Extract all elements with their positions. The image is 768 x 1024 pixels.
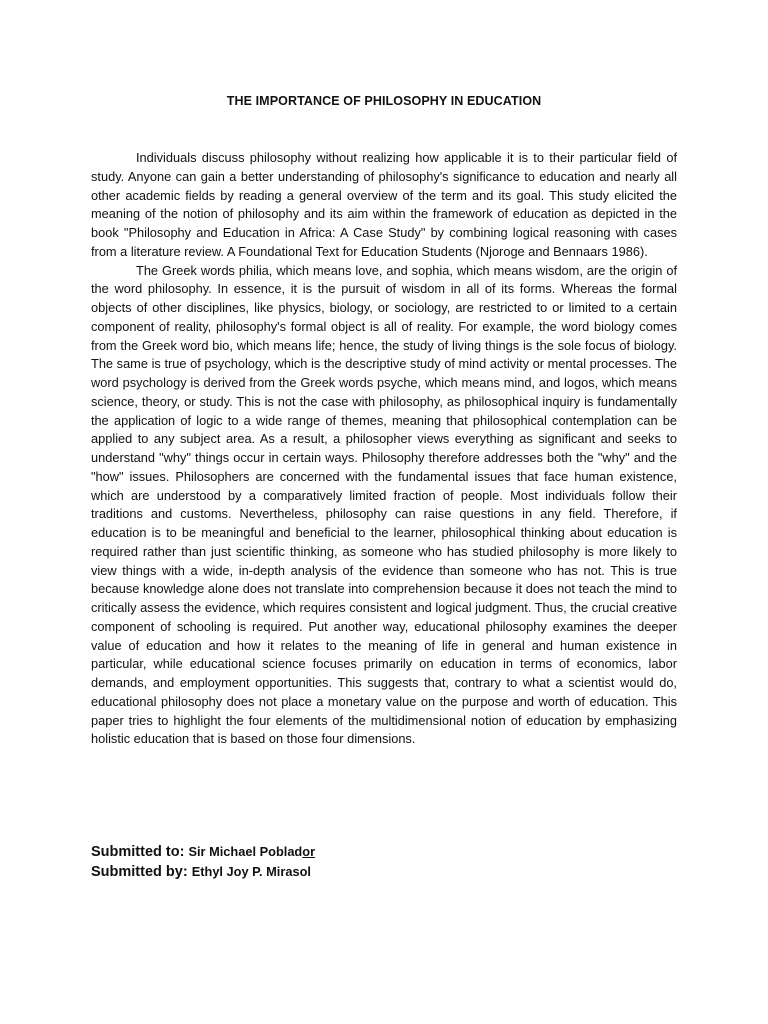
submitted-to-label: Submitted to: <box>91 844 185 860</box>
submitted-by-line <box>91 864 311 880</box>
submitted-to-line <box>91 844 315 860</box>
submitted-to-name-main: Sir Michael Poblad <box>188 844 303 859</box>
paragraph-1: Individuals discuss philosophy without realizing how applicable it is to their particular field of study. Anyone can gain a better understanding of philosophy's significance to education and nearly all other academic fields by reading a general overview of the term and its goal. This study elicited the meaning of the notion of philosophy and its aim within the framework of education as depicted in the book "Philosophy and Education in Africa: A Case Study" by combining logical reasoning with cases from a literature review. A Foundational Text for Education Students (Njoroge and Bennaars 1986). <box>91 150 677 259</box>
paragraph-2: The Greek words philia, which means love, and sophia, which means wisdom, are the origin of the word philosophy. In essence, it is the pursuit of wisdom in all of its forms. Whereas the formal objects of other disciplines, like physics, biology, or sociology, are restricted to or limited to a certain component of reality, philosophy's formal object is all of reality. For example, the word biology comes from the Greek word bio, which means life; hence, the study of living things is the sole focus of biology. The same is true of psychology, which is the descriptive study of mind activity or mental processes. The word psychology is derived from the Greek words psyche, which means mind, and logos, which means science, theory, or study. This is not the case with philosophy, as philosophical inquiry is fundamentally the application of logic to a wide range of themes, meaning that philosophical contemplation can be applied to any subject area. As a result, a philosopher views everything as significant and seeks to understand "why" things occur in certain ways. Philosophy therefore addresses both the "why" and the "how" issues. Philosophers are concerned with the fundamental issues that face human existence, which are understood by a comparatively limited fraction of people. Most individuals follow their traditions and customs. Nevertheless, philosophy can raise questions in any field. Therefore, if education is to be meaningful and beneficial to the learner, philosophical thinking about education is required rather than just scientific thinking, as someone who has studied philosophy is more likely to view things with a wide, in-depth analysis of the evidence than someone who has not. This is true because knowledge alone does not translate into comprehension because it does not teach the mind to critically assess the evidence, which requires consistent and logical judgment. Thus, the crucial creative component of schooling is required. Put another way, educational philosophy examines the deeper value of education and how it relates to the meaning of life in general and human existence in particular, while educational science focuses primarily on education in terms of economics, labor demands, and employment opportunities. This suggests that, contrary to what a scientist would do, educational philosophy does not place a monetary value on the purpose and worth of education. This paper tries to highlight the four elements of the multidimensional notion of education by emphasizing holistic education that is based on those four dimensions. <box>91 262 677 747</box>
submitted-to-name <box>188 844 315 859</box>
submitted-by-label: Submitted by: <box>91 864 188 880</box>
document-title: THE IMPORTANCE OF PHILOSOPHY IN EDUCATION <box>226 94 542 108</box>
submitted-to-name-underlined: or <box>302 844 316 859</box>
document-body <box>91 149 677 749</box>
submitted-by-name: Ethyl Joy P. Mirasol <box>191 864 311 879</box>
